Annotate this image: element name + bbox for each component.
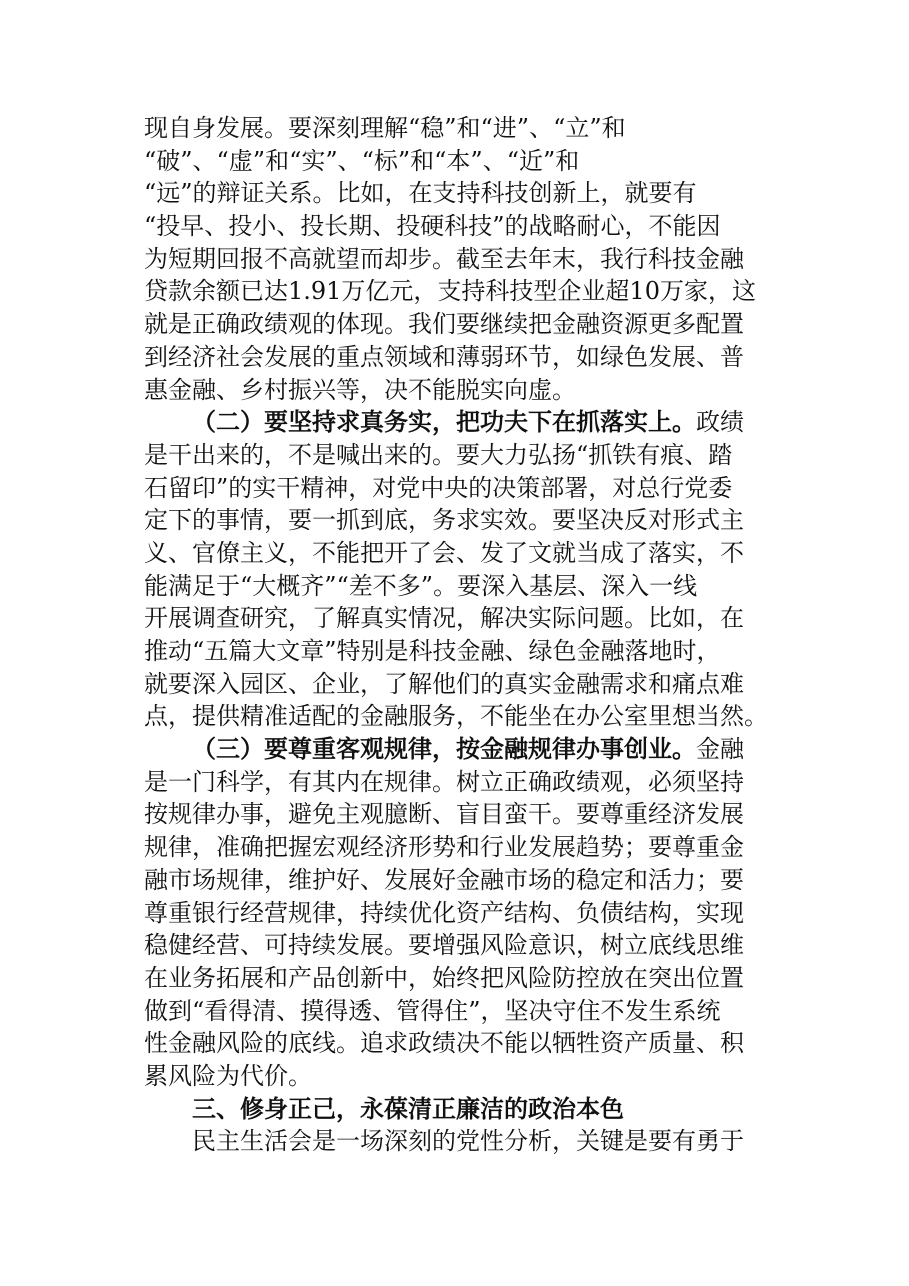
text-line: 在业务拓展和产品创新中，始终把风险防控放在突出位置 xyxy=(144,963,744,992)
text-line: 点，提供精准适配的金融服务，不能坐在办公室里想当然。 xyxy=(144,702,768,731)
subsection-lead: （二）要坚持求真务实，把功夫下在抓落实上。 xyxy=(192,407,696,437)
text-line: “投早、投小、投长期、投硬科技”的战略耐心，不能因 xyxy=(144,212,721,241)
text-line: 到经济社会发展的重点领域和薄弱环节，如绿色发展、普 xyxy=(144,342,744,371)
text-line: 性金融风险的底线。追求政绩决不能以牺牲资产质量、积 xyxy=(144,1029,744,1058)
text-line: 规律，准确把握宏观经济形势和行业发展趋势；要尊重金 xyxy=(144,833,744,862)
text-line: “破”、“虚”和“实”、“标”和“本”、“近”和 xyxy=(144,146,580,175)
text-line: 定下的事情，要一抓到底，务求实效。要坚决反对形式主 xyxy=(144,506,744,535)
text-line: 为短期回报不高就望而却步。截至去年末，我行科技金融 xyxy=(144,244,744,273)
text-line: 尊重银行经营规律，持续优化资产结构、负债结构，实现 xyxy=(144,898,744,927)
text-fragment: 政绩 xyxy=(696,408,744,437)
paragraph-first-line xyxy=(144,733,772,766)
text-line: 就要深入园区、企业，了解他们的真实金融需求和痛点难 xyxy=(144,669,744,698)
paragraph-1 xyxy=(144,112,772,406)
text-line: 做到“看得清、摸得透、管得住”，坚决守住不发生系统 xyxy=(144,996,721,1025)
text-line: 能满足于“大概齐”“差不多”。要深入基层、深入一线 xyxy=(144,571,698,600)
document-page xyxy=(144,112,772,1158)
text-line: 稳健经营、可持续发展。要增强风险意识，树立底线思维 xyxy=(144,931,744,960)
section-heading: 三、修身正己，永葆清正廉洁的政治本色 xyxy=(192,1094,624,1123)
paragraph-first-line xyxy=(144,406,772,439)
text-line: 推动“五篇大文章”特别是科技金融、绿色金融落地时， xyxy=(144,637,721,665)
text-line: 开展调查研究，了解真实情况，解决实际问题。比如，在 xyxy=(144,604,744,633)
text-fragment: 金融 xyxy=(696,735,744,764)
text-line: 民主生活会是一场深刻的党性分析，关键是要有勇于 xyxy=(192,1127,744,1156)
paragraph-3 xyxy=(144,733,772,1093)
text-line: 按规律办事，避免主观臆断、盲目蛮干。要尊重经济发展 xyxy=(144,800,744,829)
text-line: 融市场规律，维护好、发展好金融市场的稳定和活力；要 xyxy=(144,865,744,894)
subsection-lead: （三）要尊重客观规律，按金融规律办事创业。 xyxy=(192,734,696,764)
text-line: 累风险为代价。 xyxy=(144,1061,312,1090)
text-line: 义、官僚主义，不能把开了会、发了文就当成了落实，不 xyxy=(144,538,744,567)
text-line: 就是正确政绩观的体现。我们要继续把金融资源更多配置 xyxy=(144,310,744,339)
text-line: 惠金融、乡村振兴等，决不能脱实向虚。 xyxy=(144,375,576,404)
text-line: 是干出来的，不是喊出来的。要大力弘扬“抓铁有痕、踏 xyxy=(144,440,733,469)
text-line: 是一门科学，有其内在规律。树立正确政绩观，必须坚持 xyxy=(144,767,744,796)
text-line: “远”的辩证关系。比如，在支持科技创新上，就要有 xyxy=(144,179,697,208)
text-line: 贷款余额已达1.91万亿元，支持科技型企业超10万家，这 xyxy=(144,277,756,306)
paragraph-2 xyxy=(144,406,772,733)
text-line: 现自身发展。要深刻理解“稳”和“进”、“立”和 xyxy=(144,114,626,142)
text-line: 石留印”的实干精神，对党中央的决策部署，对总行党委 xyxy=(144,473,733,502)
